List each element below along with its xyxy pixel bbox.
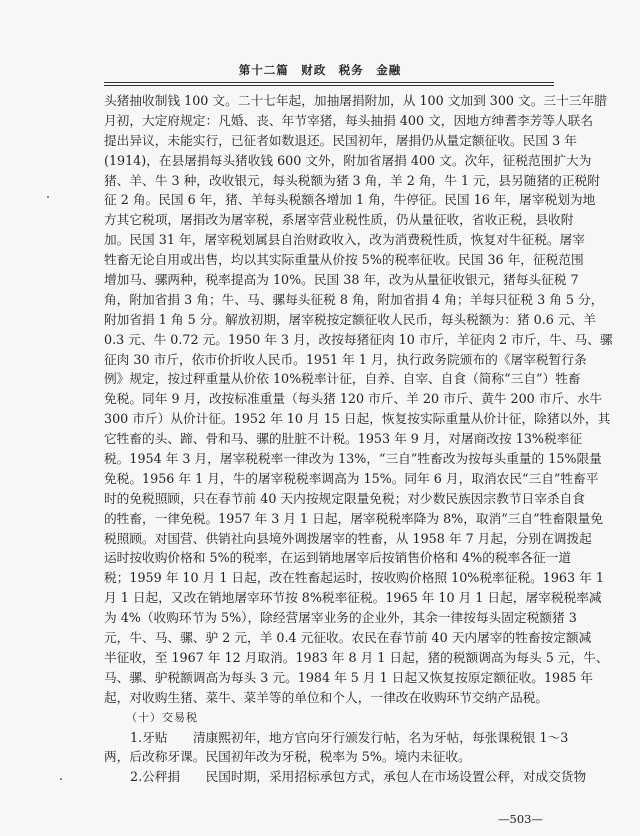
text-line: 1.牙贴 清康熙初年，地方官向牙行颁发行帖，名为牙帖，每张课税银 1～3	[130, 729, 569, 745]
text-line: 税；1959 年 10 月 1 日起，改在牲畜起运时，按收购价格照 10%税率征税。1963 年 1	[104, 570, 604, 586]
scan-speck	[60, 778, 62, 780]
text-line: 2.公秤捐 民国时期，采用招标承包方式，承包人在市场设置公秤，对成交货物	[130, 769, 587, 785]
text-line: 征 2 角。民国 6 年，猪、羊每头税额各增加 1 角，牛停征。民国 16 年，屠宰税划为地	[104, 192, 596, 208]
text-line: (1914)，在县屠捐每头猪收钱 600 文外，附加省屠捐 400 文。次年，征税范围扩大为	[104, 152, 592, 168]
text-line: 时的免税照顾，只在春节前 40 天内按规定限量免税；对少数民族因宗教节日宰杀自食	[104, 490, 585, 506]
text-line: 300 市斤）从价计征。1952 年 10 月 15 日起，恢复按实际重量从价计征，除猪以外，其	[104, 411, 611, 427]
paragraph-public-scale-levy	[104, 767, 587, 787]
page-number: —503—	[498, 812, 543, 826]
paragraph-butcher-tax	[104, 91, 613, 708]
text-line: 附加省捐 1 角 5 分。解放初期，屠宰税按定额征收人民币，每头税额为：猪 0.6 元、羊	[104, 311, 596, 327]
text-line: 免税。同年 9 月，改按标准重量（每头猪 120 市斤、羊 20 市斤、黄牛 200 市斤、水牛	[104, 391, 603, 407]
text-line: 马、骡、驴税额调高为每头 3 元。1984 年 5 月 1 日起又恢复按原定额征收。1985 年	[104, 669, 593, 685]
text-line: 牲畜无论自用或出售，均以其实际重量从价按 5%的税率征收。民国 36 年，征税范围	[104, 252, 584, 268]
text-line: 免税。1956 年 1 月，牛的屠宰税税率调高为 15%。同年 6 月，取消农民“三自”牲畜平	[104, 470, 599, 486]
text-line: 的牲畜，一律免税。1957 年 3 月 1 日起，屠宰税税率降为 8%，取消“三自”牲畜限量免	[104, 510, 604, 526]
running-header: 第十二篇 财政 税务 金融	[238, 63, 402, 77]
text-line: 运时按收购价格和 5%的税率，在运到销地屠宰后按销售价格和 4%的税率各征一道	[104, 550, 572, 566]
text-line: 为 4%（收购环节为 5%），除经营屠宰业务的企业外，其余一律按每头固定税额猪 3	[104, 610, 577, 626]
header-rule-thick	[104, 82, 554, 83]
text-line: 头猪抽收制钱 100 文。二十七年起，加抽屠捐附加，从 100 文加到 300 文。三十三年腊	[104, 93, 607, 108]
text-line: 提出异议，未能实行，已征者如数退还。民国初年，屠捐仍从量定额征收。民国 3 年	[104, 132, 577, 148]
text-line: 征肉 30 市斤，依市价折收人民币。1951 年 1 月，执行政务院颁布的《屠宰税暂行条	[104, 351, 587, 367]
text-line: 方其它税项，屠捐改为屠宰税，系屠宰营业税性质，仍从量征收，省收正税，县收附	[104, 212, 574, 228]
text-line: 角，附加省捐 3 角；牛、马、骡每头征税 8 角，附加省捐 4 角；羊每只征税 3 角 5 分，	[104, 291, 604, 307]
page-body	[104, 91, 613, 787]
text-line: 月 1 日起，又改在销地屠宰环节按 8%税率征税。1965 年 10 月 1 日起，屠宰税税率减	[104, 590, 602, 606]
section-heading: （十）交易税	[126, 710, 198, 724]
text-line: 猪、羊、牛 3 种，改收银元，每头税额为猪 3 角，羊 2 角，牛 1 元，县另随猪的正税附	[104, 172, 600, 188]
text-line: 起，对收购生猪、菜牛、菜羊等的单位和个人，一律改在收购环节交纳产品税。	[104, 689, 549, 705]
scan-speck	[47, 196, 49, 198]
paragraph-brokerage-license	[104, 728, 569, 768]
text-line: 月初，大定府规定：凡婚、丧、年节宰猪，每头抽捐 400 文，因地方绅耆李芳等人联名	[104, 112, 594, 128]
text-line: 税照顾。对国营、供销社向县境外调拨屠宰的牲畜，从 1958 年 7 月起，分别在调拨起	[104, 530, 592, 546]
text-line: 半征收，至 1967 年 12 月取消。1983 年 8 月 1 日起，猪的税额调高为每头 5 元，牛、	[104, 649, 609, 665]
text-line: 例》规定，按过秤重量从价依 10%税率计征，自养、自宰、自食（简称“三自”）牲畜	[104, 371, 581, 387]
text-line: 税。1954 年 3 月，屠宰税税率一律改为 13%，“三自”牲畜改为按每头重量的 15%限量	[104, 451, 602, 467]
text-line: 0.3 元、牛 0.72 元。1950 年 3 月，改按每猪征肉 10 市斤，羊征肉 2 市斤，牛、马、骡	[104, 331, 613, 347]
text-line: 两，后改称牙课。民国初年改为牙税，税率为 5%。境内未征收。	[104, 749, 471, 765]
text-line: 增加马、骡两种，税率提高为 10%。民国 38 年，改为从量征收银元，猪每头征税 7	[104, 272, 579, 288]
text-line: 元，牛、马、骡、驴 2 元，羊 0.4 元征收。农民在春节前 40 天内屠宰的牲畜按定额减	[104, 630, 592, 646]
text-line: 它牲畜的头、蹄、骨和马、骡的肚脏不计税。1953 年 9 月，对屠商改按 13%税率征	[104, 431, 583, 447]
header-rule-thin	[104, 85, 554, 86]
text-line: 加。民国 31 年，屠宰税划属县自治财政收入，改为消费税性质，恢复对牛征税。屠宰	[104, 232, 585, 248]
